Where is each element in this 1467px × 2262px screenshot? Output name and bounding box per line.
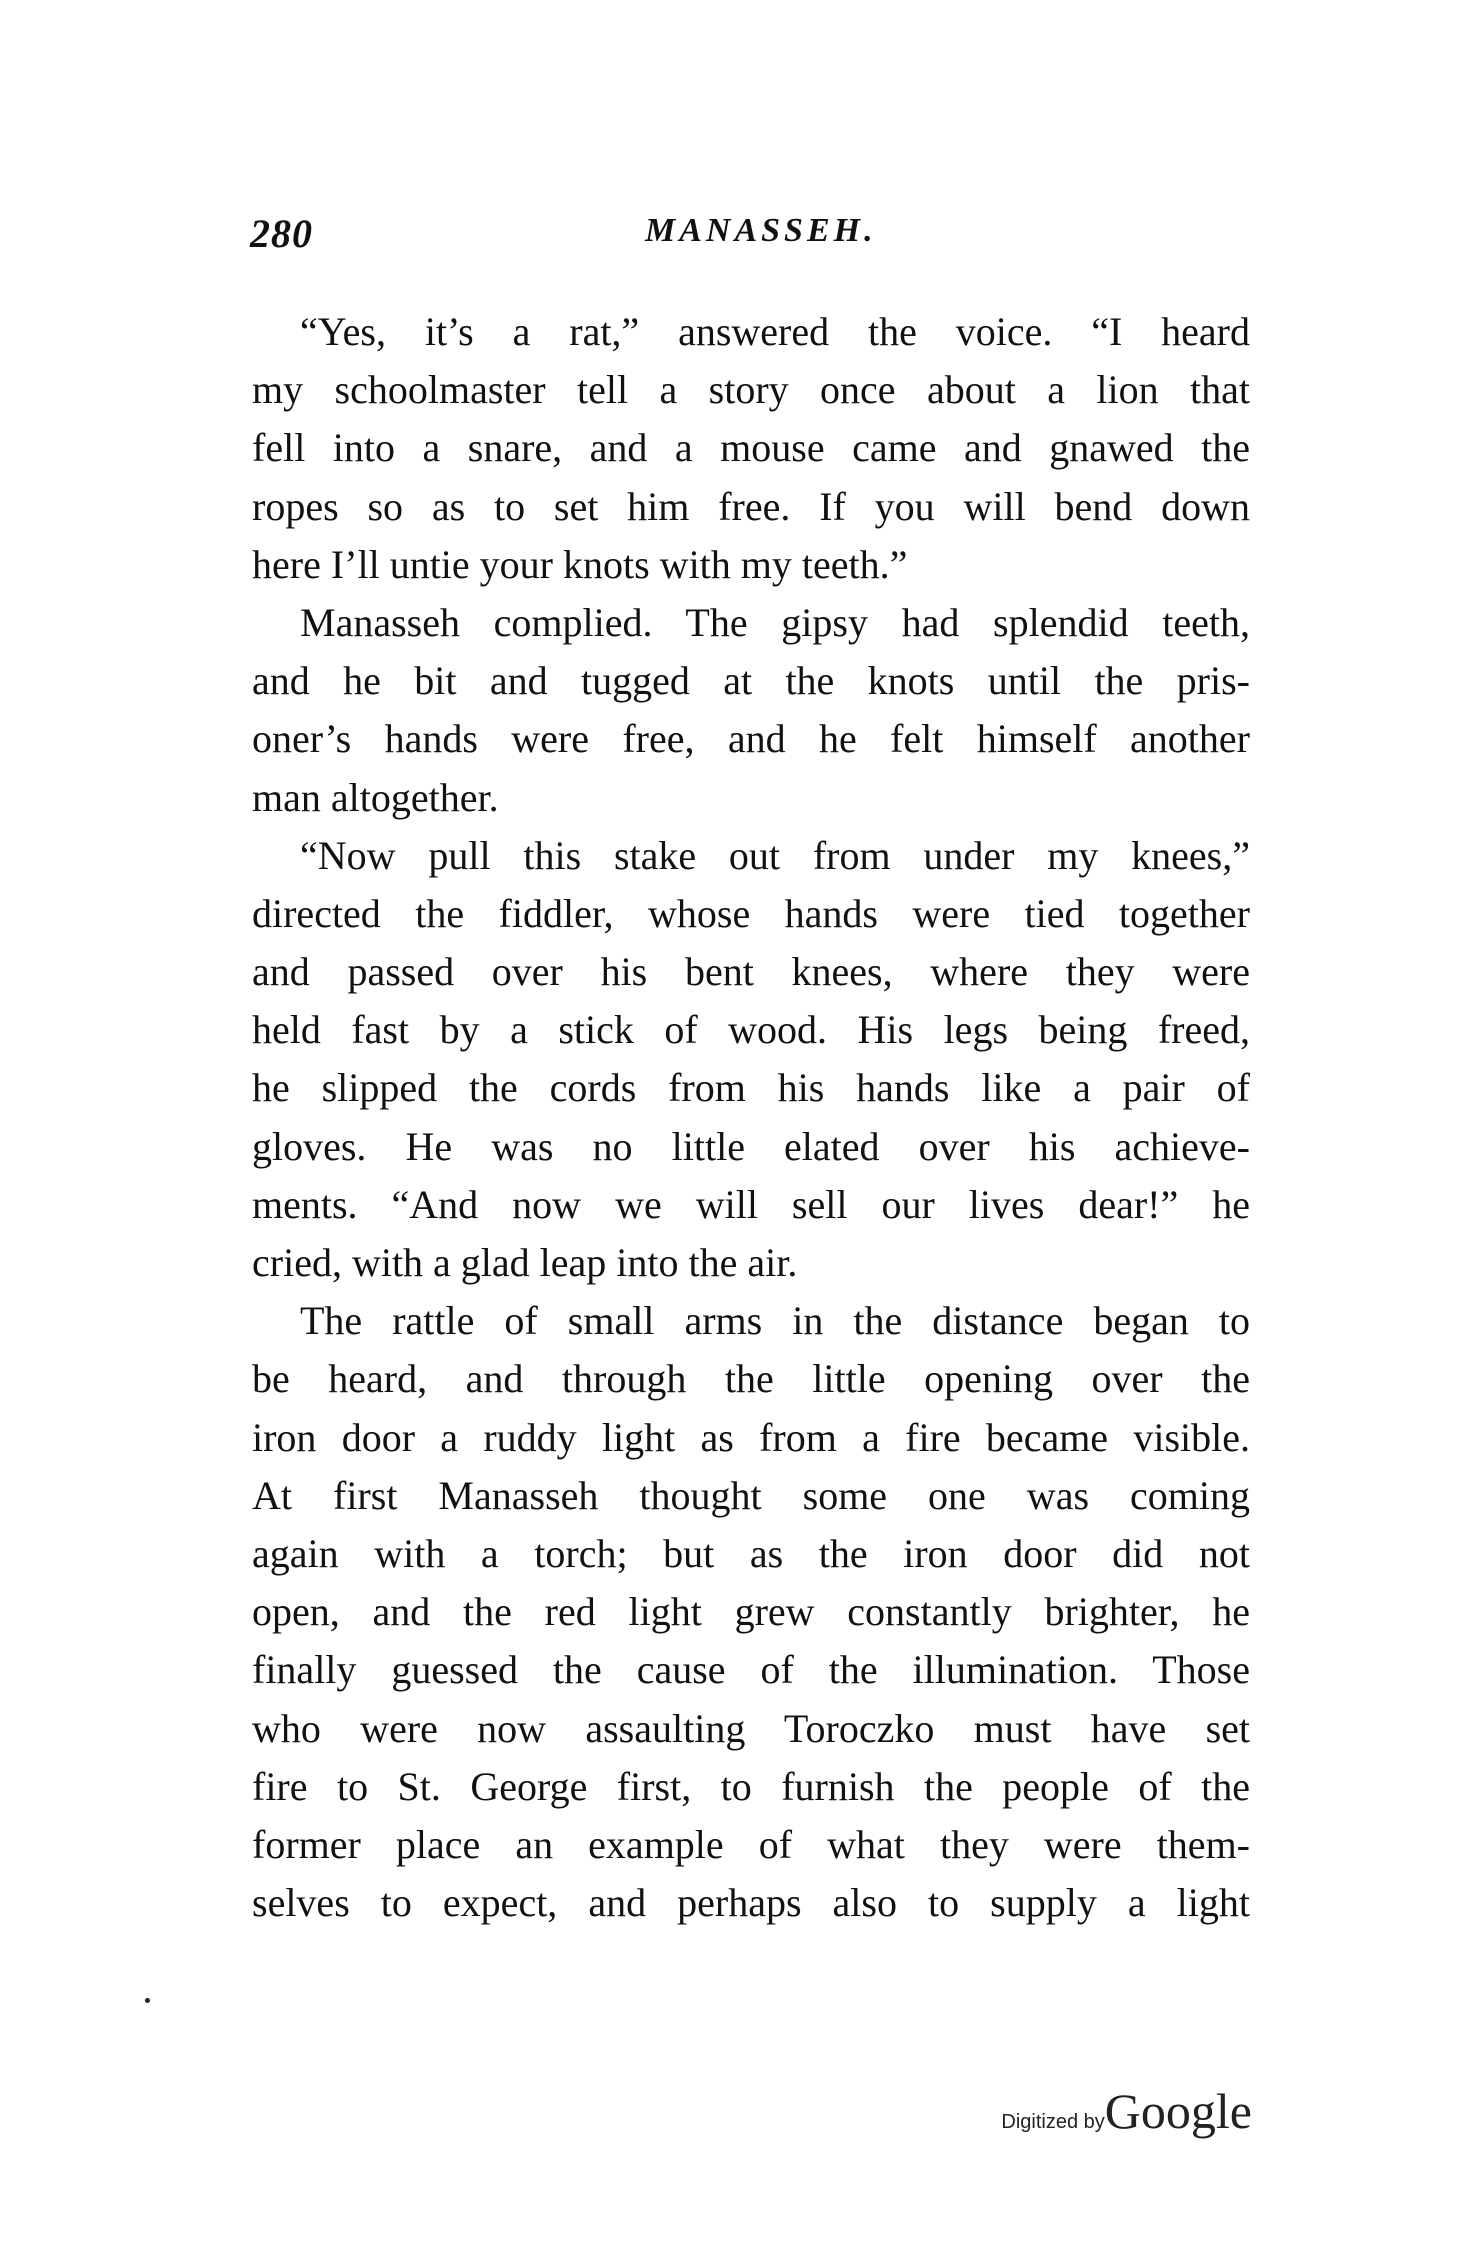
text-line: finally guessed the cause of the illumination. Those [252, 1647, 1250, 1693]
text-line: former place an example of what they were them- [252, 1821, 1250, 1867]
text-line: “Yes, it’s a rat,” answered the voice. “I heard [300, 309, 1250, 354]
text-line: here I’ll untie your knots with my teeth.” [252, 541, 908, 587]
text-line: fire to St. George first, to furnish the people of the [252, 1763, 1250, 1809]
text-line: ments. “And now we will sell our lives dear!” he [252, 1181, 1250, 1227]
stray-ink-mark [145, 1998, 150, 2003]
text-line: fell into a snare, and a mouse came and gnawed the [252, 425, 1250, 471]
text-line: directed the fiddler, whose hands were tied together [252, 890, 1250, 936]
text-line: who were now assaulting Toroczko must have set [252, 1705, 1250, 1751]
text-line: held fast by a stick of wood. His legs being freed, [252, 1007, 1250, 1053]
page-header [250, 210, 1250, 270]
watermark-prefix: Digitized by [1001, 2111, 1105, 2133]
text-line: and passed over his bent knees, where they were [252, 949, 1250, 995]
text-line: ropes so as to set him free. If you will bend down [252, 483, 1250, 529]
body-text [252, 303, 1250, 1932]
text-line: iron door a ruddy light as from a fire became visible. [252, 1414, 1250, 1460]
text-line: be heard, and through the little opening over the [252, 1356, 1250, 1402]
text-line: gloves. He was no little elated over his achieve- [252, 1123, 1250, 1169]
text-line: he slipped the cords from his hands like a pair of [252, 1065, 1250, 1111]
text-line: again with a torch; but as the iron door did not [252, 1530, 1250, 1576]
page-number: 280 [250, 211, 313, 256]
text-line: oner’s hands were free, and he felt himself another [252, 716, 1250, 762]
text-line: selves to expect, and perhaps also to supply a light [252, 1880, 1250, 1926]
watermark-brand: Google [1104, 2083, 1252, 2139]
digitized-watermark [1001, 2082, 1252, 2142]
text-line: The rattle of small arms in the distance began to [300, 1298, 1250, 1344]
text-line: my schoolmaster tell a story once about a lion that [252, 367, 1250, 413]
text-line: cried, with a glad leap into the air. [252, 1240, 798, 1285]
text-line: Manasseh complied. The gipsy had splendid teeth, [300, 599, 1250, 645]
running-title: MANASSEH. [645, 212, 877, 249]
text-line: open, and the red light grew constantly brighter, he [252, 1589, 1250, 1635]
text-line: and he bit and tugged at the knots until the pris- [252, 658, 1250, 704]
text-line: man altogether. [252, 774, 499, 820]
text-line: “Now pull this stake out from under my knees,” [300, 832, 1250, 878]
text-line: At first Manasseh thought some one was coming [252, 1472, 1250, 1518]
